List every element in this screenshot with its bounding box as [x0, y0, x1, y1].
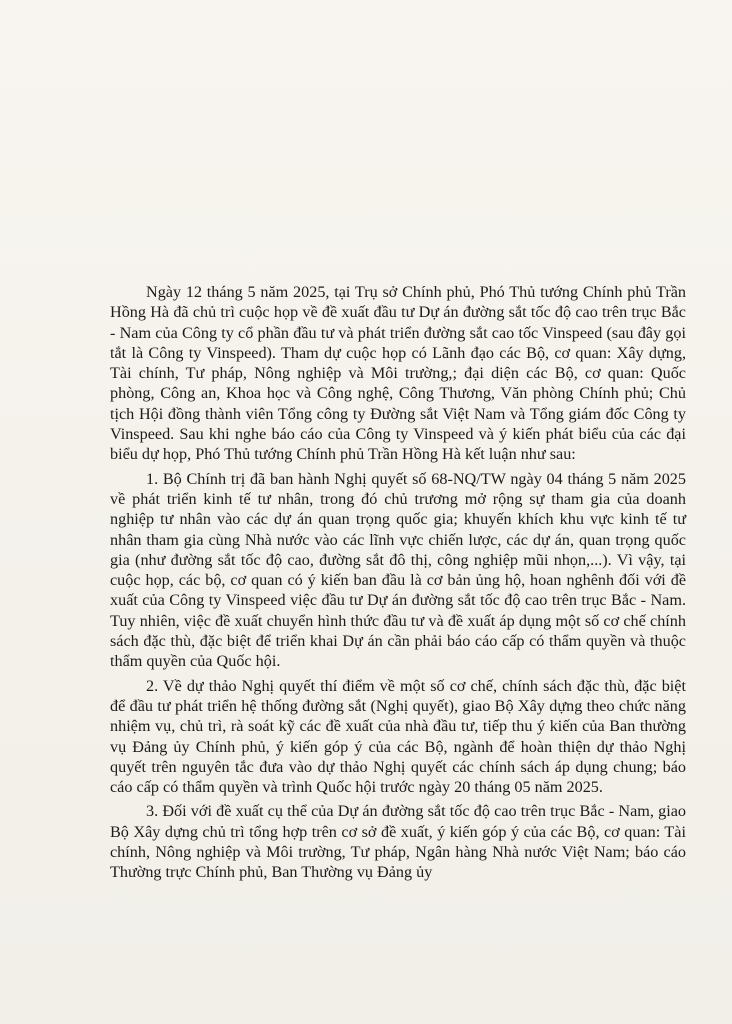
paragraph-item-1: 1. Bộ Chính trị đã ban hành Nghị quyết số 68-NQ/TW ngày 04 tháng 5 năm 2025 về phát triển kinh tế tư nhân, trong đó chủ trương mở rộng sự tham gia của doanh nghiệp tư nhân vào các dự án quan trọng quốc gia; khuyến khích khu vực kinh tế tư nhân tham gia cùng Nhà nước vào các lĩnh vực chiến lược, các dự án, quan trọng quốc gia (như đường sắt tốc độ cao, đường sắt đô thị, công nghiệp mũi nhọn,...). Vì vậy, tại cuộc họp, các bộ, cơ quan có ý kiến ban đầu là cơ bản ủng hộ, hoan nghênh đối với đề xuất của Công ty Vinspeed việc đầu tư Dự án đường sắt tốc độ cao trên trục Bắc - Nam. Tuy nhiên, việc đề xuất chuyển hình thức đầu tư và đề xuất áp dụng một số cơ chế chính sách đặc thù, đặc biệt để triển khai Dự án cần phải báo cáo cấp có thẩm quyền và thuộc thẩm quyền của Quốc hội.	[110, 469, 686, 671]
document-body	[110, 282, 686, 883]
paragraph-intro: Ngày 12 tháng 5 năm 2025, tại Trụ sở Chính phủ, Phó Thủ tướng Chính phủ Trần Hồng Hà đã chủ trì cuộc họp về đề xuất đầu tư Dự án đường sắt tốc độ cao trên trục Bắc - Nam của Công ty cổ phần đầu tư và phát triển đường sắt cao tốc Vinspeed (sau đây gọi tắt là Công ty Vinspeed). Tham dự cuộc họp có Lãnh đạo các Bộ, cơ quan: Xây dựng, Tài chính, Tư pháp, Nông nghiệp và Môi trường,; đại diện các Bộ, cơ quan: Quốc phòng, Công an, Khoa học và Công nghệ, Công Thương, Văn phòng Chính phủ; Chủ tịch Hội đồng thành viên Tổng công ty Đường sắt Việt Nam và Tổng giám đốc Công ty Vinspeed. Sau khi nghe báo cáo của Công ty Vinspeed và ý kiến phát biểu của các đại biểu dự họp, Phó Thủ tướng Chính phủ Trần Hồng Hà kết luận như sau:	[110, 283, 686, 464]
paragraph-item-2: 2. Về dự thảo Nghị quyết thí điểm về một số cơ chế, chính sách đặc thù, đặc biệt để đầu tư phát triển hệ thống đường sắt (Nghị quyết), giao Bộ Xây dựng theo chức năng nhiệm vụ, chủ trì, rà soát kỹ các đề xuất của nhà đầu tư, tiếp thu ý kiến của Ban thường vụ Đảng ủy Chính phủ, ý kiến góp ý của các Bộ, ngành để hoàn thiện dự thảo Nghị quyết trên nguyên tắc đưa vào dự thảo Nghị quyết các chính sách áp dụng chung; báo cáo cấp có thẩm quyền và trình Quốc hội trước ngày 20 tháng 05 năm 2025.	[110, 676, 686, 797]
paragraph-item-3: 3. Đối với đề xuất cụ thể của Dự án đường sắt tốc độ cao trên trục Bắc - Nam, giao Bộ Xây dựng chủ trì tổng hợp trên cơ sở đề xuất, ý kiến góp ý của các Bộ, cơ quan: Tài chính, Nông nghiệp và Môi trường, Tư pháp, Ngân hàng Nhà nước Việt Nam; báo cáo Thường trực Chính phủ, Ban Thường vụ Đảng ủy	[110, 802, 686, 882]
